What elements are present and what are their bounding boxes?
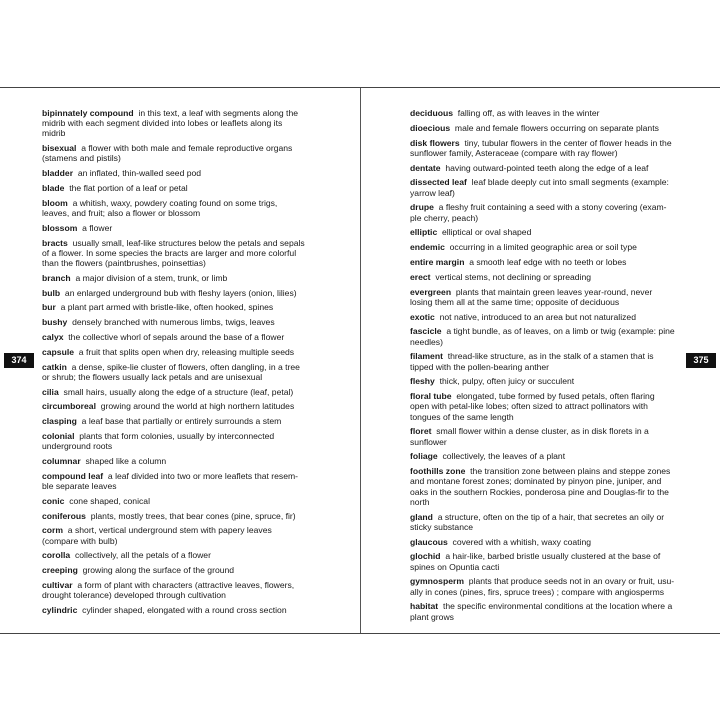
glossary-entry [410, 601, 676, 621]
glossary-term: evergreen [410, 286, 452, 297]
glossary-entry [410, 326, 676, 346]
glossary-entry [42, 183, 305, 193]
glossary-term: bracts [42, 237, 68, 248]
glossary-definition: a dense, spike-lie cluster of flowers, often dangling, in a tree or shrub; the flowers usually lack petals and are unisexual [42, 361, 300, 382]
glossary-definition: leaf blade deeply cut into small segments (example: yarrow leaf) [410, 177, 669, 198]
glossary-entry [410, 108, 676, 118]
glossary-term: corolla [42, 550, 71, 561]
glossary-term: conic [42, 495, 65, 506]
glossary-definition: vertical stems, not declining or spreading [435, 271, 592, 282]
glossary-entry [410, 312, 676, 322]
glossary-entry [410, 242, 676, 252]
glossary-entry [410, 426, 676, 446]
glossary-definition: a whitish, waxy, powdery coating found on some trigs, leaves, and fruit; also a flower or blossom [42, 197, 278, 218]
glossary-definition: growing along the surface of the ground [82, 565, 235, 576]
glossary-term: filament [410, 351, 443, 362]
glossary-term: catkin [42, 361, 67, 372]
glossary-definition: a fruit that splits open when dry, releasing multiple seeds [78, 346, 295, 357]
glossary-entry [410, 551, 676, 571]
glossary-definition: having outward-pointed teeth along the edge of a leaf [445, 162, 649, 173]
glossary-definition: a fleshy fruit containing a seed with a stony covering (exam- ple cherry, peach) [410, 202, 667, 223]
glossary-term: dioecious [410, 122, 451, 133]
left-page-glossary [42, 108, 305, 627]
glossary-definition: occurring in a limited geographic area or soil type [449, 242, 637, 253]
glossary-definition: elliptical or oval shaped [442, 227, 532, 238]
glossary-entry [42, 387, 305, 397]
glossary-definition: plants that maintain green leaves year-round, never losing them all at the same time; opposite of deciduous [410, 286, 653, 307]
glossary-entry [410, 391, 676, 422]
glossary-entry [42, 565, 305, 575]
glossary-definition: densely branched with numerous limbs, twigs, leaves [72, 317, 275, 328]
glossary-definition: a flower with both male and female reproductive organs (stamens and pistils) [42, 143, 293, 164]
glossary-term: gymnosperm [410, 576, 464, 587]
glossary-definition: the collective whorl of sepals around the base of a flower [68, 331, 285, 342]
glossary-definition: a major division of a stem, trunk, or limb [75, 272, 228, 283]
glossary-term: foliage [410, 451, 438, 462]
glossary-term: corm [42, 525, 64, 536]
glossary-entry [42, 108, 305, 139]
glossary-definition: a form of plant with characters (attractive leaves, flowers, drought tolerance) developed through cultivation [42, 579, 295, 601]
glossary-definition: an enlarged underground bub with fleshy layers (onion, lilies) [64, 287, 297, 298]
glossary-term: clasping [42, 416, 77, 427]
glossary-term: drupe [410, 202, 434, 213]
glossary-term: compound leaf [42, 470, 104, 481]
glossary-definition: collectively, all the petals of a flower [74, 550, 211, 561]
glossary-term: fleshy [410, 376, 435, 387]
glossary-entry [410, 202, 676, 222]
glossary-definition: covered with a whitish, waxy coating [452, 536, 592, 547]
glossary-definition: the specific environmental conditions at the location where a plant grows [410, 601, 673, 622]
glossary-definition: collectively, the leaves of a plant [442, 451, 566, 462]
glossary-entry [410, 376, 676, 386]
glossary-definition: a structure, often on the tip of a hair, that secretes an oily or sticky substance [410, 511, 665, 532]
glossary-entry [42, 471, 305, 491]
glossary-term: exotic [410, 311, 435, 322]
glossary-term: blossom [42, 222, 78, 233]
glossary-definition: elongated, tube formed by fused petals, often flaring open with petal-like lobes; often sized to attract pollinators with tongues of the same length [410, 391, 655, 422]
glossary-definition: not native, introduced to an area but not naturalized [439, 311, 636, 322]
glossary-term: cilia [42, 386, 59, 397]
glossary-entry [42, 332, 305, 342]
glossary-term: deciduous [410, 108, 453, 118]
glossary-term: elliptic [410, 227, 438, 238]
glossary-term: fascicle [410, 326, 442, 337]
glossary-term: cylindric [42, 604, 78, 615]
glossary-definition: a flower [82, 222, 113, 233]
glossary-entry [42, 317, 305, 327]
glossary-term: gland [410, 511, 433, 522]
right-page-number: 375 [686, 353, 716, 368]
glossary-entry [42, 362, 305, 382]
glossary-definition: small hairs, usually along the edge of a structure (leaf, petal) [63, 386, 294, 397]
glossary-entry [42, 580, 305, 600]
glossary-term: endemic [410, 242, 445, 253]
glossary-entry [42, 168, 305, 178]
glossary-entry [42, 347, 305, 357]
glossary-definition: a plant part armed with bristle-like, often hooked, spines [60, 302, 274, 313]
glossary-definition: falling off, as with leaves in the winter [457, 108, 600, 118]
glossary-entry [410, 451, 676, 461]
glossary-definition: plants, mostly trees, that bear cones (pine, spruce, fir) [90, 510, 296, 521]
glossary-term: floret [410, 426, 432, 437]
glossary-term: dissected leaf [410, 177, 467, 188]
glossary-entry [42, 198, 305, 218]
glossary-definition: tiny, tubular flowers in the center of flower heads in the sunflower family, Asteraceae (compare with ray flower) [410, 137, 672, 158]
glossary-entry [410, 466, 676, 507]
glossary-term: disk flowers [410, 137, 460, 148]
glossary-entry [42, 416, 305, 426]
glossary-definition: thread-like structure, as in the stalk of a stamen that is tipped with the pollen-bearing anther [410, 351, 654, 372]
glossary-entry [42, 550, 305, 560]
glossary-entry [42, 238, 305, 269]
glossary-term: entire margin [410, 256, 465, 267]
glossary-term: glaucous [410, 536, 448, 547]
page-gutter [360, 88, 361, 633]
glossary-entry [410, 163, 676, 173]
glossary-definition: in this text, a leaf with segments along the midrib with each segment divided into lobes or leaflets along its midrib [42, 108, 299, 139]
glossary-definition: thick, pulpy, often juicy or succulent [439, 376, 575, 387]
glossary-term: glochid [410, 551, 441, 562]
glossary-entry [410, 257, 676, 267]
glossary-term: bulb [42, 287, 61, 298]
glossary-term: foothills zone [410, 466, 466, 477]
glossary-term: bladder [42, 168, 74, 179]
glossary-entry [42, 511, 305, 521]
glossary-entry [42, 288, 305, 298]
glossary-entry [42, 143, 305, 163]
book-spread [0, 87, 720, 634]
glossary-definition: usually small, leaf-like structures below the petals and sepals of a flower. In some species the bracts are larger and more colorful than the flowers (paintbrushes, poinsettias) [42, 237, 305, 268]
glossary-term: calyx [42, 331, 64, 342]
glossary-entry [42, 431, 305, 451]
glossary-term: columnar [42, 455, 81, 466]
glossary-term: floral tube [410, 391, 452, 402]
glossary-entry [410, 272, 676, 282]
left-page-number: 374 [4, 353, 34, 368]
glossary-entry [410, 351, 676, 371]
glossary-definition: a leaf divided into two or more leaflets that resem- ble separate leaves [42, 470, 299, 491]
glossary-definition: the transition zone between plains and steppe zones and montane forest zones; dominated by pinyon pine, juniper, and oaks in the southern Rockies, ponderosa pine and Douglas-fir to the north [410, 466, 671, 507]
glossary-definition: growing around the world at high northern latitudes [100, 401, 295, 412]
glossary-term: bloom [42, 197, 68, 208]
glossary-entry [410, 227, 676, 237]
glossary-entry [42, 496, 305, 506]
glossary-term: capsule [42, 346, 75, 357]
glossary-definition: cone shaped, conical [69, 495, 150, 506]
glossary-entry [42, 605, 305, 615]
glossary-definition: a tight bundle, as of leaves, on a limb or twig (example: pine needles) [410, 326, 675, 347]
glossary-term: colonial [42, 430, 75, 441]
glossary-term: bushy [42, 317, 68, 328]
glossary-definition: plants that form colonies, usually by interconnected underground roots [42, 430, 275, 452]
glossary-term: coniferous [42, 510, 86, 521]
glossary-entry [42, 302, 305, 312]
glossary-entry [410, 138, 676, 158]
glossary-definition: shaped like a column [85, 455, 167, 466]
glossary-entry [410, 512, 676, 532]
glossary-definition: plants that produce seeds not in an ovary or fruit, usu- ally in cones (pines, firs, spruce trees) ; compare with angiosperms [410, 576, 675, 597]
glossary-term: branch [42, 272, 71, 283]
glossary-entry [42, 223, 305, 233]
glossary-term: blade [42, 183, 65, 193]
glossary-term: habitat [410, 601, 439, 612]
glossary-entry [410, 576, 676, 596]
glossary-term: dentate [410, 162, 441, 173]
glossary-entry [42, 273, 305, 283]
glossary-entry [410, 537, 676, 547]
glossary-term: bur [42, 302, 56, 313]
glossary-definition: male and female flowers occurring on separate plants [454, 122, 659, 133]
glossary-definition: cylinder shaped, elongated with a round cross section [82, 604, 287, 615]
glossary-entry [42, 456, 305, 466]
glossary-entry [42, 525, 305, 545]
glossary-term: bipinnately compound [42, 108, 134, 118]
glossary-definition: small flower within a dense cluster, as in disk florets in a sunflower [410, 426, 649, 447]
glossary-term: creeping [42, 565, 78, 576]
glossary-definition: a smooth leaf edge with no teeth or lobes [469, 256, 627, 267]
glossary-definition: a short, vertical underground stem with papery leaves (compare with bulb) [42, 525, 272, 546]
glossary-entry [410, 287, 676, 307]
glossary-term: erect [410, 271, 431, 282]
glossary-term: circumboreal [42, 401, 96, 412]
glossary-entry [410, 123, 676, 133]
right-page-glossary [410, 108, 676, 627]
glossary-entry [410, 177, 676, 197]
glossary-term: bisexual [42, 143, 77, 154]
glossary-definition: the flat portion of a leaf or petal [69, 183, 188, 193]
glossary-definition: a leaf base that partially or entirely surrounds a stem [81, 416, 282, 427]
glossary-term: cultivar [42, 579, 73, 590]
glossary-definition: a hair-like, barbed bristle usually clustered at the base of spines on Opuntia cacti [410, 551, 661, 572]
glossary-entry [42, 401, 305, 411]
glossary-definition: an inflated, thin-walled seed pod [77, 168, 202, 179]
